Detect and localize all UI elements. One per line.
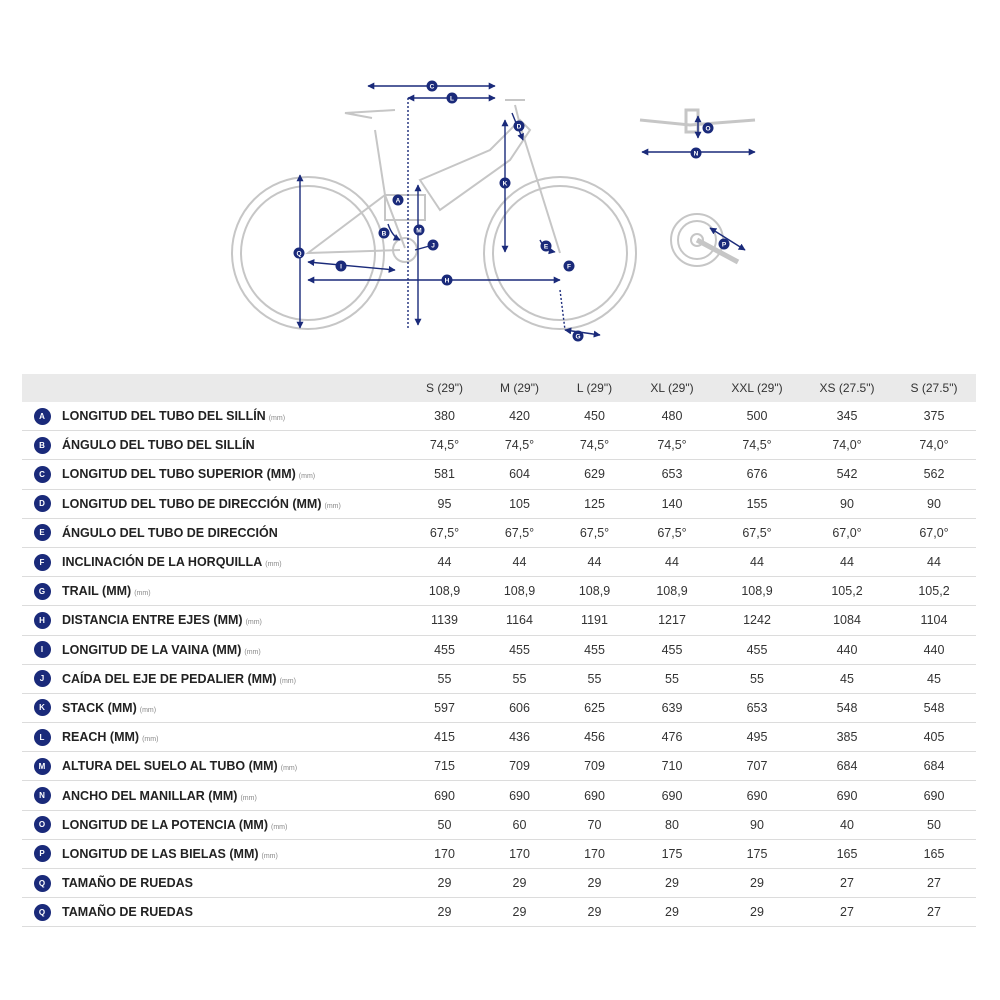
value-cell: 405	[892, 723, 976, 752]
value-cell: 108,9	[632, 577, 712, 606]
row-label-cell	[62, 898, 407, 927]
table-row	[22, 635, 976, 664]
table-row	[22, 606, 976, 635]
row-label-cell	[62, 869, 407, 898]
value-cell: 581	[407, 460, 482, 489]
row-unit: (mm)	[142, 736, 159, 744]
value-cell: 108,9	[712, 577, 802, 606]
value-cell: 440	[892, 635, 976, 664]
row-badge-cell	[22, 518, 62, 547]
column-header: XXL (29")	[712, 374, 802, 402]
row-label-cell	[62, 723, 407, 752]
value-cell: 74,5°	[557, 431, 632, 460]
row-unit: (mm)	[261, 852, 278, 860]
row-unit: (mm)	[244, 648, 261, 656]
value-cell: 710	[632, 752, 712, 781]
row-code-badge: F	[34, 554, 51, 571]
value-cell: 709	[482, 752, 557, 781]
value-cell: 55	[407, 664, 482, 693]
value-cell: 480	[632, 402, 712, 431]
row-code-badge: I	[34, 641, 51, 658]
value-cell: 67,5°	[712, 518, 802, 547]
row-code-badge: G	[34, 583, 51, 600]
row-code-badge: E	[34, 524, 51, 541]
value-cell: 690	[407, 781, 482, 810]
row-badge-cell	[22, 810, 62, 839]
value-cell: 653	[632, 460, 712, 489]
table-row	[22, 869, 976, 898]
row-code-badge: J	[34, 670, 51, 687]
value-cell: 67,5°	[632, 518, 712, 547]
value-cell: 175	[712, 839, 802, 868]
table-row	[22, 781, 976, 810]
column-header: S (29")	[407, 374, 482, 402]
row-label-cell	[62, 693, 407, 722]
svg-text:P: P	[721, 241, 727, 249]
value-cell: 44	[632, 547, 712, 576]
value-cell: 155	[712, 489, 802, 518]
value-cell: 44	[712, 547, 802, 576]
value-cell: 74,0°	[802, 431, 892, 460]
row-label: REACH (MM)	[62, 730, 140, 745]
value-cell: 676	[712, 460, 802, 489]
table-row	[22, 489, 976, 518]
row-label: LONGITUD DEL TUBO DEL SILLÍN	[62, 409, 266, 424]
dimension-markers	[294, 81, 730, 342]
row-label-cell	[62, 431, 407, 460]
value-cell: 27	[802, 898, 892, 927]
value-cell: 29	[482, 898, 557, 927]
marker-p	[719, 239, 730, 250]
value-cell: 170	[482, 839, 557, 868]
value-cell: 500	[712, 402, 802, 431]
value-cell: 108,9	[482, 577, 557, 606]
row-label: LONGITUD DE LA POTENCIA (MM)	[62, 817, 268, 832]
value-cell: 44	[482, 547, 557, 576]
row-label: ÁNGULO DEL TUBO DEL SILLÍN	[62, 438, 255, 453]
value-cell: 375	[892, 402, 976, 431]
value-cell: 542	[802, 460, 892, 489]
row-badge-cell	[22, 402, 62, 431]
row-unit: (mm)	[280, 765, 298, 773]
svg-text:H: H	[444, 277, 450, 285]
row-badge-cell	[22, 577, 62, 606]
value-cell: 125	[557, 489, 632, 518]
column-header: L (29")	[557, 374, 632, 402]
svg-text:D: D	[516, 123, 522, 131]
value-cell: 1217	[632, 606, 712, 635]
value-cell: 548	[892, 693, 976, 722]
row-badge-cell	[22, 869, 62, 898]
value-cell: 455	[632, 635, 712, 664]
row-label-cell	[62, 635, 407, 664]
value-cell: 55	[557, 664, 632, 693]
row-badge-cell	[22, 460, 62, 489]
value-cell: 690	[482, 781, 557, 810]
row-unit: (mm)	[245, 619, 262, 627]
table-row	[22, 431, 976, 460]
svg-text:I: I	[340, 263, 342, 271]
value-cell: 55	[712, 664, 802, 693]
row-label: ANCHO DEL MANILLAR (MM)	[62, 788, 238, 803]
value-cell: 27	[892, 898, 976, 927]
value-cell: 108,9	[407, 577, 482, 606]
table-row	[22, 460, 976, 489]
row-label-cell	[62, 839, 407, 868]
column-header: S (27.5")	[892, 374, 976, 402]
row-code-badge: B	[34, 437, 51, 454]
row-label-cell	[62, 810, 407, 839]
value-cell: 105	[482, 489, 557, 518]
marker-a	[393, 195, 404, 206]
table-row	[22, 693, 976, 722]
row-label-cell	[62, 752, 407, 781]
value-cell: 639	[632, 693, 712, 722]
row-unit: (mm)	[139, 706, 157, 714]
value-cell: 44	[557, 547, 632, 576]
value-cell: 80	[632, 810, 712, 839]
value-cell: 380	[407, 402, 482, 431]
table-row	[22, 752, 976, 781]
bike-drawing	[232, 100, 636, 329]
value-cell: 44	[407, 547, 482, 576]
value-cell: 1191	[557, 606, 632, 635]
row-code-badge: H	[34, 612, 51, 629]
marker-m	[414, 225, 425, 236]
value-cell: 170	[407, 839, 482, 868]
marker-q	[294, 248, 305, 259]
row-code-badge: Q	[34, 875, 51, 892]
value-cell: 690	[557, 781, 632, 810]
value-cell: 170	[557, 839, 632, 868]
column-header: M (29")	[482, 374, 557, 402]
value-cell: 29	[407, 898, 482, 927]
svg-text:N: N	[693, 150, 699, 158]
value-cell: 1139	[407, 606, 482, 635]
row-badge-cell	[22, 781, 62, 810]
value-cell: 55	[632, 664, 712, 693]
value-cell: 436	[482, 723, 557, 752]
value-cell: 629	[557, 460, 632, 489]
value-cell: 1084	[802, 606, 892, 635]
row-label-cell	[62, 518, 407, 547]
value-cell: 67,5°	[407, 518, 482, 547]
value-cell: 67,0°	[802, 518, 892, 547]
row-label: TAMAÑO DE RUEDAS	[62, 876, 194, 891]
value-cell: 715	[407, 752, 482, 781]
svg-text:B: B	[381, 230, 387, 238]
row-label: STACK (MM)	[62, 700, 137, 715]
row-label: LONGITUD DE LAS BIELAS (MM)	[62, 846, 259, 861]
value-cell: 690	[712, 781, 802, 810]
row-label: DISTANCIA ENTRE EJES (MM)	[62, 613, 243, 628]
value-cell: 456	[557, 723, 632, 752]
geometry-table	[22, 374, 976, 927]
value-cell: 74,5°	[712, 431, 802, 460]
marker-j	[428, 240, 439, 251]
row-code-badge: D	[34, 495, 51, 512]
row-unit: (mm)	[271, 823, 288, 831]
value-cell: 90	[712, 810, 802, 839]
value-cell: 604	[482, 460, 557, 489]
bike-geometry-diagram	[0, 0, 1000, 370]
marker-f	[564, 261, 575, 272]
marker-n	[691, 148, 702, 159]
value-cell: 50	[407, 810, 482, 839]
row-unit: (mm)	[268, 415, 286, 423]
value-cell: 27	[892, 869, 976, 898]
value-cell: 385	[802, 723, 892, 752]
marker-c	[427, 81, 438, 92]
value-cell: 60	[482, 810, 557, 839]
row-code-badge: N	[34, 787, 51, 804]
value-cell: 684	[892, 752, 976, 781]
row-label: LONGITUD DEL TUBO DE DIRECCIÓN (MM)	[62, 496, 322, 511]
table-row	[22, 577, 976, 606]
row-code-badge: Q	[34, 904, 51, 921]
value-cell: 420	[482, 402, 557, 431]
value-cell: 45	[892, 664, 976, 693]
table-row	[22, 664, 976, 693]
value-cell: 495	[712, 723, 802, 752]
table-row	[22, 518, 976, 547]
value-cell: 548	[802, 693, 892, 722]
value-cell: 625	[557, 693, 632, 722]
value-cell: 1104	[892, 606, 976, 635]
row-badge-cell	[22, 489, 62, 518]
value-cell: 29	[557, 869, 632, 898]
value-cell: 1164	[482, 606, 557, 635]
value-cell: 29	[632, 869, 712, 898]
value-cell: 684	[802, 752, 892, 781]
header-label-cell	[62, 374, 407, 402]
value-cell: 29	[482, 869, 557, 898]
value-cell: 74,5°	[632, 431, 712, 460]
table-row	[22, 402, 976, 431]
value-cell: 50	[892, 810, 976, 839]
row-label: CAÍDA DEL EJE DE PEDALIER (MM)	[62, 671, 277, 686]
value-cell: 455	[407, 635, 482, 664]
row-label-cell	[62, 489, 407, 518]
table-header-row	[22, 374, 976, 402]
value-cell: 450	[557, 402, 632, 431]
row-label-cell	[62, 577, 407, 606]
row-badge-cell	[22, 898, 62, 927]
row-code-badge: L	[34, 729, 51, 746]
value-cell: 40	[802, 810, 892, 839]
row-code-badge: A	[34, 408, 51, 425]
value-cell: 709	[557, 752, 632, 781]
row-label-cell	[62, 460, 407, 489]
row-label-cell	[62, 781, 407, 810]
svg-text:F: F	[567, 263, 571, 271]
svg-text:J: J	[431, 242, 435, 250]
value-cell: 67,5°	[482, 518, 557, 547]
value-cell: 29	[632, 898, 712, 927]
row-code-badge: K	[34, 699, 51, 716]
row-label: LONGITUD DEL TUBO SUPERIOR (MM)	[62, 467, 296, 482]
marker-i	[336, 261, 347, 272]
row-label-cell	[62, 547, 407, 576]
table-row	[22, 898, 976, 927]
value-cell: 455	[482, 635, 557, 664]
marker-b	[379, 228, 390, 239]
value-cell: 707	[712, 752, 802, 781]
row-label: ÁNGULO DEL TUBO DE DIRECCIÓN	[62, 525, 278, 540]
svg-text:C: C	[429, 83, 435, 91]
row-label: TRAIL (MM)	[62, 584, 132, 599]
row-label-cell	[62, 402, 407, 431]
column-header: XS (27.5")	[802, 374, 892, 402]
table-body	[22, 402, 976, 927]
value-cell: 165	[802, 839, 892, 868]
value-cell: 345	[802, 402, 892, 431]
value-cell: 476	[632, 723, 712, 752]
value-cell: 606	[482, 693, 557, 722]
value-cell: 27	[802, 869, 892, 898]
value-cell: 455	[557, 635, 632, 664]
row-unit: (mm)	[298, 473, 316, 481]
table-row	[22, 810, 976, 839]
header-badge-cell	[22, 374, 62, 402]
row-badge-cell	[22, 664, 62, 693]
table-row	[22, 547, 976, 576]
marker-g	[573, 331, 584, 342]
value-cell: 597	[407, 693, 482, 722]
row-badge-cell	[22, 547, 62, 576]
svg-text:A: A	[395, 197, 401, 205]
row-label: LONGITUD DE LA VAINA (MM)	[62, 642, 242, 657]
svg-text:M: M	[416, 227, 422, 235]
row-label: INCLINACIÓN DE LA HORQUILLA	[62, 555, 263, 570]
row-label-cell	[62, 664, 407, 693]
value-cell: 105,2	[802, 577, 892, 606]
value-cell: 108,9	[557, 577, 632, 606]
row-code-badge: P	[34, 845, 51, 862]
marker-d	[514, 121, 525, 132]
value-cell: 562	[892, 460, 976, 489]
value-cell: 653	[712, 693, 802, 722]
row-badge-cell	[22, 839, 62, 868]
value-cell: 690	[632, 781, 712, 810]
row-label-cell	[62, 606, 407, 635]
value-cell: 440	[802, 635, 892, 664]
value-cell: 74,5°	[407, 431, 482, 460]
svg-text:O: O	[705, 125, 711, 133]
row-badge-cell	[22, 752, 62, 781]
marker-o	[703, 123, 714, 134]
row-label: TAMAÑO DE RUEDAS	[62, 905, 194, 920]
row-badge-cell	[22, 606, 62, 635]
column-header: XL (29")	[632, 374, 712, 402]
value-cell: 29	[557, 898, 632, 927]
value-cell: 55	[482, 664, 557, 693]
row-code-badge: O	[34, 816, 51, 833]
value-cell: 1242	[712, 606, 802, 635]
value-cell: 165	[892, 839, 976, 868]
row-unit: (mm)	[324, 502, 341, 510]
value-cell: 67,5°	[557, 518, 632, 547]
row-unit: (mm)	[240, 794, 257, 802]
row-unit: (mm)	[279, 677, 296, 685]
value-cell: 95	[407, 489, 482, 518]
value-cell: 105,2	[892, 577, 976, 606]
table-row	[22, 723, 976, 752]
row-unit: (mm)	[265, 561, 282, 569]
marker-e	[541, 241, 552, 252]
value-cell: 455	[712, 635, 802, 664]
value-cell: 175	[632, 839, 712, 868]
row-label: ALTURA DEL SUELO AL TUBO (MM)	[62, 759, 278, 774]
marker-k	[500, 178, 511, 189]
row-code-badge: M	[34, 758, 51, 775]
value-cell: 29	[712, 869, 802, 898]
marker-l	[447, 93, 458, 104]
svg-text:L: L	[450, 95, 454, 103]
row-badge-cell	[22, 431, 62, 460]
row-badge-cell	[22, 723, 62, 752]
row-badge-cell	[22, 635, 62, 664]
value-cell: 29	[712, 898, 802, 927]
table-row	[22, 839, 976, 868]
svg-text:E: E	[543, 243, 549, 251]
marker-h	[442, 275, 453, 286]
value-cell: 74,5°	[482, 431, 557, 460]
svg-text:K: K	[502, 180, 508, 188]
row-code-badge: C	[34, 466, 51, 483]
value-cell: 74,0°	[892, 431, 976, 460]
value-cell: 690	[892, 781, 976, 810]
value-cell: 70	[557, 810, 632, 839]
value-cell: 690	[802, 781, 892, 810]
row-unit: (mm)	[134, 590, 151, 598]
row-badge-cell	[22, 693, 62, 722]
value-cell: 29	[407, 869, 482, 898]
value-cell: 44	[802, 547, 892, 576]
value-cell: 90	[802, 489, 892, 518]
value-cell: 140	[632, 489, 712, 518]
svg-text:Q: Q	[296, 250, 302, 258]
value-cell: 90	[892, 489, 976, 518]
value-cell: 67,0°	[892, 518, 976, 547]
svg-text:G: G	[575, 333, 581, 341]
value-cell: 44	[892, 547, 976, 576]
value-cell: 45	[802, 664, 892, 693]
value-cell: 415	[407, 723, 482, 752]
